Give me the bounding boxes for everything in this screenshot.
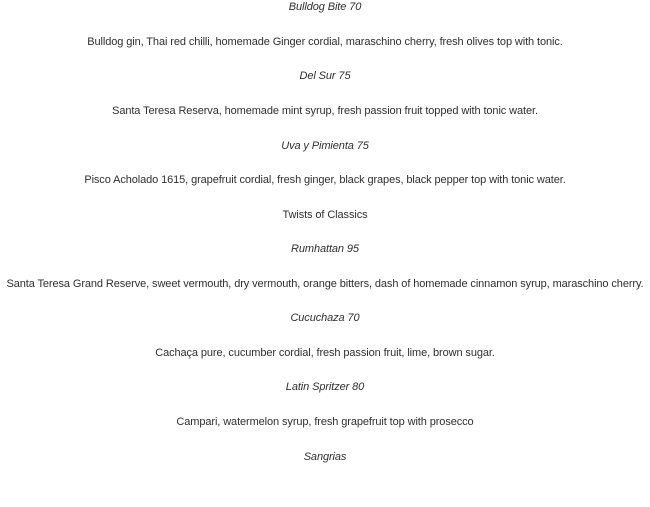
drink-description-latin-spritzer: Campari, watermelon syrup, fresh grapefruit top with prosecco	[176, 416, 474, 428]
drink-title-latin-spritzer: Latin Spritzer 80	[285, 381, 365, 393]
section-heading-twists-of-classics: Twists of Classics	[282, 209, 368, 221]
drink-title-uva-y-pimienta: Uva y Pimienta 75	[281, 140, 369, 152]
drink-description-del-sur: Santa Teresa Reserva, homemade mint syrup, fresh passion fruit topped with tonic water.	[112, 105, 538, 117]
drink-description-bulldog-bite: Bulldog gin, Thai red chilli, homemade Ginger cordial, maraschino cherry, fresh olives top with tonic.	[87, 36, 563, 48]
drink-description-rumhattan: Santa Teresa Grand Reserve, sweet vermouth, dry vermouth, orange bitters, dash of homemade cinnamon syrup, maraschino cherry.	[6, 278, 644, 290]
drink-description-uva-y-pimienta: Pisco Acholado 1615, grapefruit cordial, fresh ginger, black grapes, black pepper top with tonic water.	[84, 174, 566, 186]
section-heading-sangrias: Sangrias	[303, 451, 347, 463]
drink-title-cucuchaza: Cucuchaza 70	[290, 312, 360, 324]
drink-title-bulldog-bite: Bulldog Bite 70	[288, 1, 362, 13]
drink-title-rumhattan: Rumhattan 95	[291, 243, 359, 255]
drink-title-del-sur: Del Sur 75	[299, 70, 351, 82]
drink-description-cucuchaza: Cachaça pure, cucumber cordial, fresh passion fruit, lime, brown sugar.	[155, 347, 495, 359]
